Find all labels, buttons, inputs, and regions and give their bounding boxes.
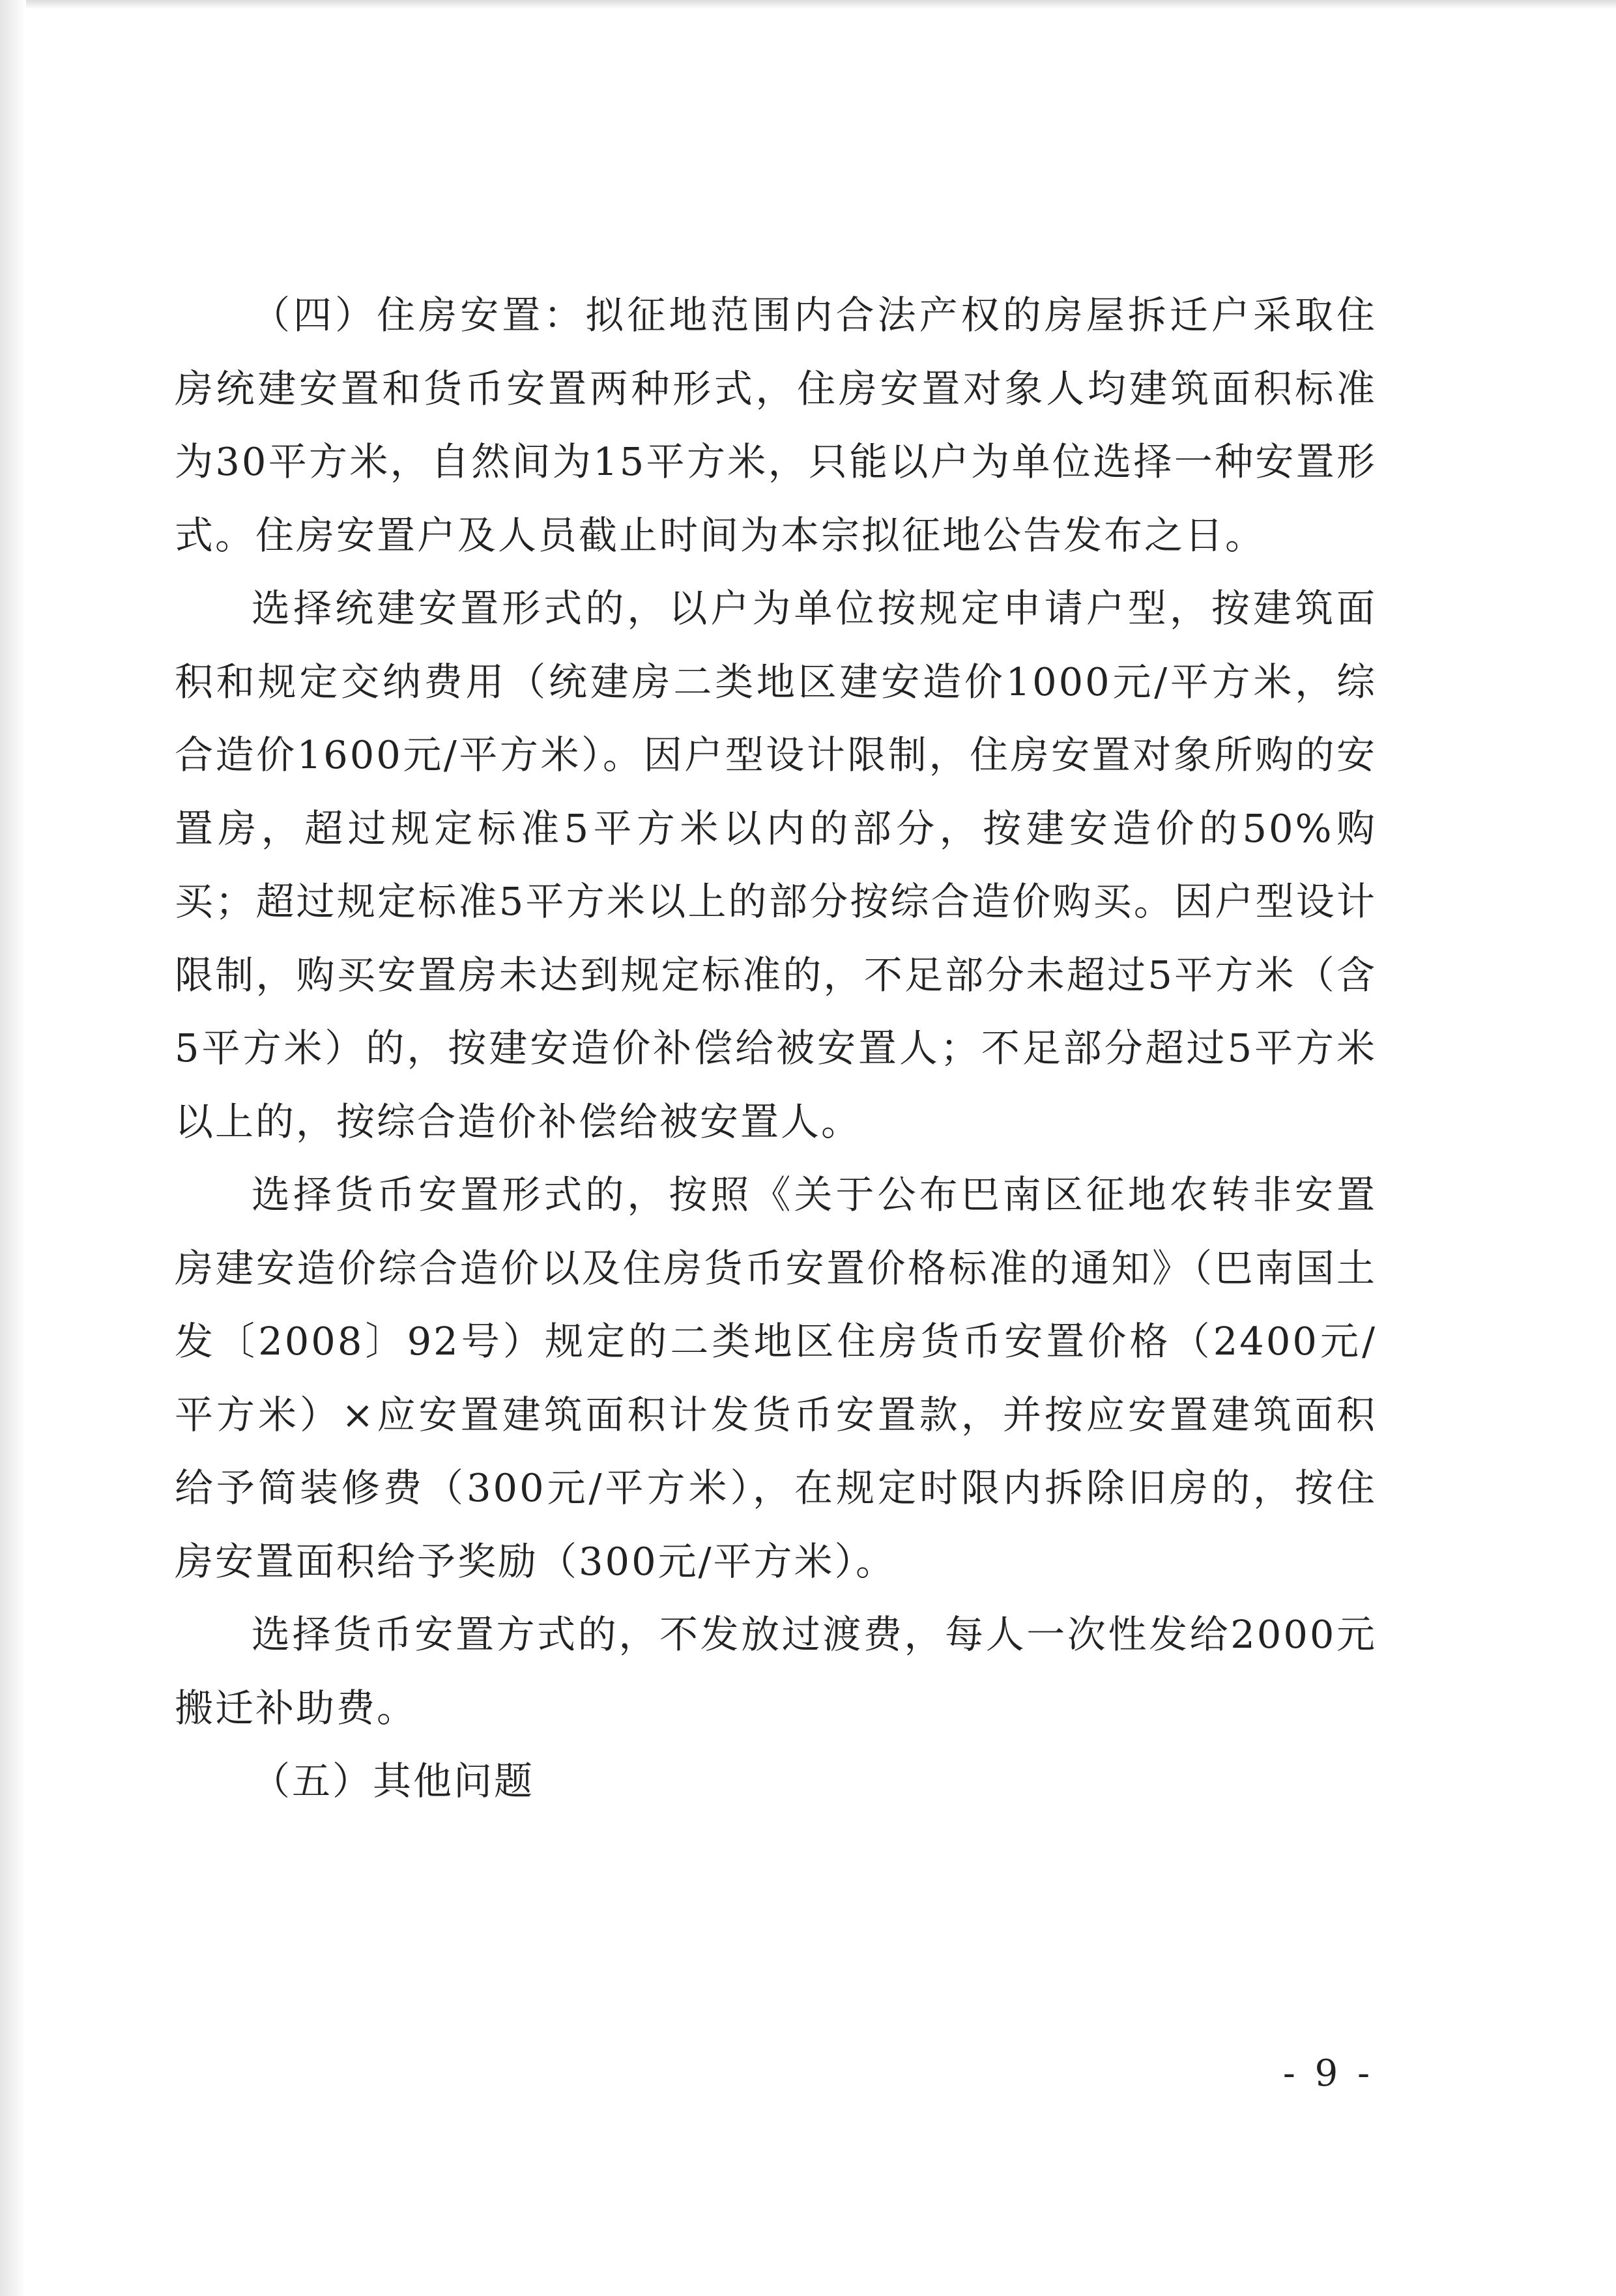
paragraph-relocation-subsidy: 选择货币安置方式的，不发放过渡费，每人一次性发给2000元搬迁补助费。 <box>175 1612 1377 1730</box>
scan-edge-left <box>0 0 26 2296</box>
paragraph-housing-resettlement: （四）住房安置：拟征地范围内合法产权的房屋拆迁户采取住房统建安置和货币安置两种形式，住房安置对象人均建筑面积标准为30平方米，自然间为15平方米，只能以户为单位选择一种安置形式。住房安置户及人员截止时间为本宗拟征地公告发布之日。 <box>175 293 1377 558</box>
document-body <box>175 279 1377 1818</box>
section-heading-other-issues: （五）其他问题 <box>252 1758 535 1803</box>
paragraph-monetary-resettlement: 选择货币安置形式的，按照《关于公布巴南区征地农转非安置房建安造价综合造价以及住房货币安置价格标准的通知》（巴南国土发〔2008〕92号）规定的二类地区住房货币安置价格（2400元/平方米）×应安置建筑面积计发货币安置款，并按应安置建筑面积给予简装修费（300元/平方米），在规定时限内拆除旧房的，按住房安置面积给予奖励（300元/平方米）。 <box>175 1172 1377 1584</box>
scan-edge-top <box>0 0 1616 9</box>
page-number: - 9 - <box>1282 2052 1374 2095</box>
paragraph-unified-construction: 选择统建安置形式的，以户为单位按规定申请户型，按建筑面积和规定交纳费用（统建房二类地区建安造价1000元/平方米，综合造价1600元/平方米）。因户型设计限制，住房安置对象所购的安置房，超过规定标准5平方米以内的部分，按建安造价的50%购买；超过规定标准5平方米以上的部分按综合造价购买。因户型设计限制，购买安置房未达到规定标准的，不足部分未超过5平方米（含5平方米）的，按建安造价补偿给被安置人；不足部分超过5平方米以上的，按综合造价补偿给被安置人。 <box>175 586 1377 1144</box>
